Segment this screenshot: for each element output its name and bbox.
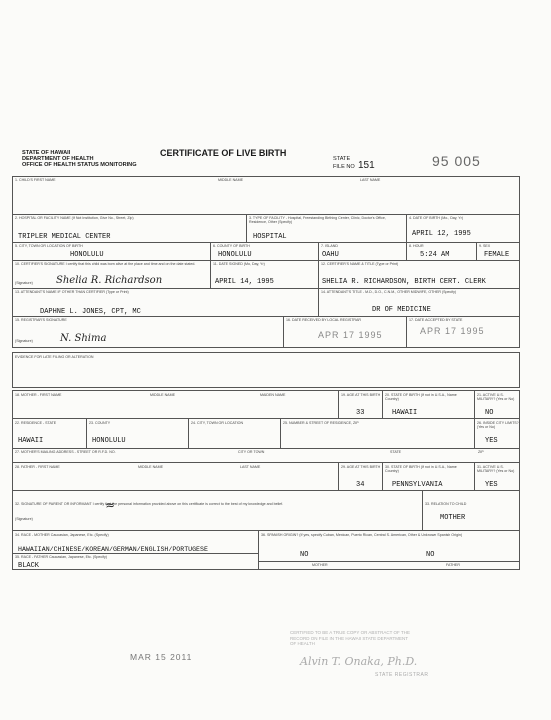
divider (406, 242, 407, 260)
divider (12, 260, 520, 261)
value-race-father: BLACK (18, 562, 40, 570)
divider (12, 448, 520, 449)
label-date-accepted: 17. DATE ACCEPTED BY STATE (409, 318, 463, 322)
label-residence-state: 22. RESIDENCE - STATE (15, 421, 57, 425)
label-county-of-birth: 6. COUNTY OF BIRTH (213, 244, 250, 248)
state-file-label-2: FILE NO (333, 164, 355, 170)
value-certifier-name: SHELIA R. RICHARDSON, BIRTH CERT. CLERK (322, 278, 486, 286)
label-relation: 33. RELATION TO CHILD (425, 502, 467, 506)
label-child-first-name: 1. CHILD'S FIRST NAME (15, 178, 56, 182)
label-attendant-name: 13. ATTENDANT'S NAME IF OTHER THAN CERTIFIER (Type or Print) (15, 290, 129, 294)
value-city: HONOLULU (70, 251, 104, 259)
label-date-signed: 11. DATE SIGNED (Mo, Day, Yr) (213, 262, 265, 266)
label-mother-state-of-birth: 20. STATE OF BIRTH (If not in U.S.A., Name Country) (385, 393, 457, 401)
value-father-military: YES (485, 481, 498, 489)
label-hour: 8. HOUR (409, 244, 424, 248)
label-child-last-name: LAST NAME (360, 178, 381, 182)
label-mailing-address: 27. MOTHER'S MAILING ADDRESS - STREET OR R.F.D. NO. (15, 450, 116, 454)
divider (12, 288, 520, 289)
label-facility-type: 3. TYPE OF FACILITY - Hospital, Freestanding Birthing Center, Clinic, Doctor's Office, Residence, Other (Specify) (249, 216, 386, 224)
divider (474, 390, 475, 418)
label-mother-military: 21. ACTIVE U.S. MILITARY? (Yes or No) (477, 393, 515, 401)
label-hospital: 2. HOSPITAL OR FACILITY NAME (If Not Institution, Give No., Street, Zip) (15, 216, 134, 220)
divider (338, 462, 339, 490)
value-island: OAHU (322, 251, 339, 259)
label-father-state-of-birth: 30. STATE OF BIRTH (If not in U.S.A., Name Country) (385, 465, 457, 473)
divider (382, 462, 383, 490)
office-line: OFFICE OF HEALTH STATUS MONITORING (22, 162, 137, 168)
label-informant-sig: (Signature) (15, 517, 33, 521)
divider (188, 418, 189, 448)
value-mother-state-of-birth: HAWAII (392, 409, 418, 417)
label-race-father: 35. RACE - FATHER Caucasian, Japanese, Etc. (Specify) (15, 555, 108, 559)
divider (283, 316, 284, 348)
value-sex: FEMALE (484, 251, 510, 259)
parents-frame (12, 390, 520, 570)
divider (86, 418, 87, 448)
label-father-last-name: LAST NAME (240, 465, 261, 469)
divider (12, 462, 520, 463)
label-residence-city: 24. CITY, TOWN OR LOCATION (191, 421, 244, 425)
label-signature: (Signature) (15, 281, 33, 285)
label-spanish-father: FATHER (446, 563, 460, 567)
divider (12, 553, 258, 554)
divider (422, 490, 423, 530)
certificate-number: 95 005 (432, 153, 481, 169)
divider (12, 214, 520, 215)
divider (406, 214, 407, 242)
value-inside-city-limits: YES (485, 437, 498, 445)
label-registrar-signature: 15. REGISTRAR'S SIGNATURE (15, 318, 67, 322)
divider (474, 462, 475, 490)
label-date-received: 16. DATE RECEIVED BY LOCAL REGISTRAR (286, 318, 362, 322)
divider (280, 418, 281, 448)
divider (258, 561, 520, 562)
divider (318, 288, 319, 316)
certificate-title: CERTIFICATE OF LIVE BIRTH (160, 148, 287, 158)
divider (12, 530, 520, 531)
state-file-label-1: STATE (333, 156, 351, 162)
value-father-state-of-birth: PENNSYLVANIA (392, 481, 443, 489)
divider (338, 390, 339, 418)
label-residence-street: 25. NUMBER & STREET OF RESIDENCE, ZIP (283, 421, 359, 425)
value-hospital: TRIPLER MEDICAL CENTER (18, 233, 111, 241)
value-county: HONOLULU (218, 251, 252, 259)
value-date-signed: APRIL 14, 1995 (215, 278, 274, 286)
divider (318, 242, 319, 260)
label-father-middle-name: MIDDLE NAME (138, 465, 163, 469)
value-father-age: 34 (356, 481, 365, 489)
state-registrar-signature: Alvin T. Onaka, Ph.D. (300, 655, 418, 668)
divider (12, 242, 520, 243)
value-facility-type: HOSPITAL (253, 233, 287, 241)
label-child-middle-name: MIDDLE NAME (218, 178, 243, 182)
divider (12, 316, 520, 317)
value-date-accepted: APR 17 1995 (420, 326, 485, 336)
divider (12, 418, 520, 419)
label-father-first-name: 28. FATHER - FIRST NAME (15, 465, 60, 469)
value-spanish-father: NO (426, 551, 435, 559)
registrar-signature: N. Shima (60, 333, 107, 344)
value-relation: MOTHER (440, 514, 466, 522)
label-mailing-state: STATE (390, 450, 402, 454)
label-mother-maiden-name: MAIDEN NAME (260, 393, 286, 397)
label-attendant-title: 14. ATTENDANT'S TITLE - M.D., D.O., C.N.M., OTHER MIDWIFE, OTHER (Specify) (321, 290, 457, 294)
divider (476, 242, 477, 260)
certifier-signature: Shelia R. Richardson (56, 275, 163, 286)
label-mother-middle-name: MIDDLE NAME (150, 393, 175, 397)
divider (246, 214, 247, 242)
divider (210, 260, 211, 288)
value-residence-state: HAWAII (18, 437, 44, 445)
label-date-of-birth: 4. DATE OF BIRTH (Mo., Day, Yr) (409, 216, 464, 220)
value-date-of-birth: APRIL 12, 1995 (412, 230, 471, 238)
divider (258, 530, 259, 570)
divider (382, 390, 383, 418)
label-island: 7. ISLAND (321, 244, 338, 248)
label-residence-county: 23. COUNTY (89, 421, 111, 425)
value-race-mother: HAWAIIAN/CHINESE/KOREAN/GERMAN/ENGLISH/PORTUGESE (18, 546, 208, 553)
label-mother-first-name: 18. MOTHER - FIRST NAME (15, 393, 62, 397)
value-mother-military: NO (485, 409, 494, 417)
label-inside-city-limits: 26. INSIDE CITY LIMITS? (Yes or No) (477, 421, 519, 429)
label-spanish-mother: MOTHER (312, 563, 328, 567)
label-informant-signature: 32. SIGNATURE OF PARENT OR INFORMANT I certify that the personal information provided above on this certificate is correct to the best of my knowledge and belief. (15, 502, 284, 506)
value-hour: 5:24 AM (420, 251, 450, 259)
label-evidence: EVIDENCE FOR LATE FILING OR ALTERATION (15, 355, 94, 359)
value-residence-county: HONOLULU (92, 437, 126, 445)
divider (474, 418, 475, 448)
divider (406, 316, 407, 348)
value-attendant-title: DR OF MEDICINE (372, 306, 431, 314)
label-registrar-sig: (Signature) (15, 339, 33, 343)
label-spanish-origin: 36. SPANISH ORIGIN? (If yes, specify Cuban, Mexican, Puerto Rican, Central S. American, Other & Unknown Spanish Origin) (261, 533, 463, 537)
value-mother-age: 33 (356, 409, 365, 417)
divider (12, 490, 520, 491)
state-line: STATE OF HAWAII (22, 150, 71, 156)
label-certifier-signature: 10. CERTIFIER'S SIGNATURE I certify that this child was born alive at the place and time and on the date stated. (15, 262, 196, 266)
label-father-military: 31. ACTIVE U.S. MILITARY? (Yes or No) (477, 465, 515, 473)
state-registrar-title: STATE REGISTRAR (375, 672, 429, 678)
divider (318, 260, 319, 288)
label-mailing-zip: ZIP (478, 450, 484, 454)
dept-line: DEPARTMENT OF HEALTH (22, 156, 94, 162)
label-mailing-city: CITY OR TOWN (238, 450, 265, 454)
value-attendant-name: DAPHNE L. JONES, CPT, MC (40, 308, 141, 316)
label-race-mother: 34. RACE - MOTHER Caucasian, Japanese, Etc. (Specify) (15, 533, 109, 537)
state-file-number: 151 (358, 160, 375, 171)
label-mother-age: 19. AGE AT THIS BIRTH (341, 393, 381, 397)
label-certifier-name: 12. CERTIFIER'S NAME & TITLE (Type or Print) (321, 262, 399, 266)
certified-copy-text: CERTIFIED TO BE A TRUE COPY OR ABSTRACT OF THE RECORD ON FILE IN THE HAWAII STATE DEPARTMENT OF HEALTH (290, 630, 410, 646)
label-sex: 9. SEX (479, 244, 491, 248)
informant-signature-scribble: ≈ (104, 497, 116, 513)
certification-date-stamp: MAR 15 2011 (130, 652, 193, 662)
label-father-age: 29. AGE AT THIS BIRTH (341, 465, 381, 469)
value-spanish-mother: NO (300, 551, 309, 559)
divider (210, 242, 211, 260)
value-date-received: APR 17 1995 (318, 330, 383, 340)
label-city-of-birth: 5. CITY, TOWN OR LOCATION OF BIRTH (15, 244, 83, 248)
